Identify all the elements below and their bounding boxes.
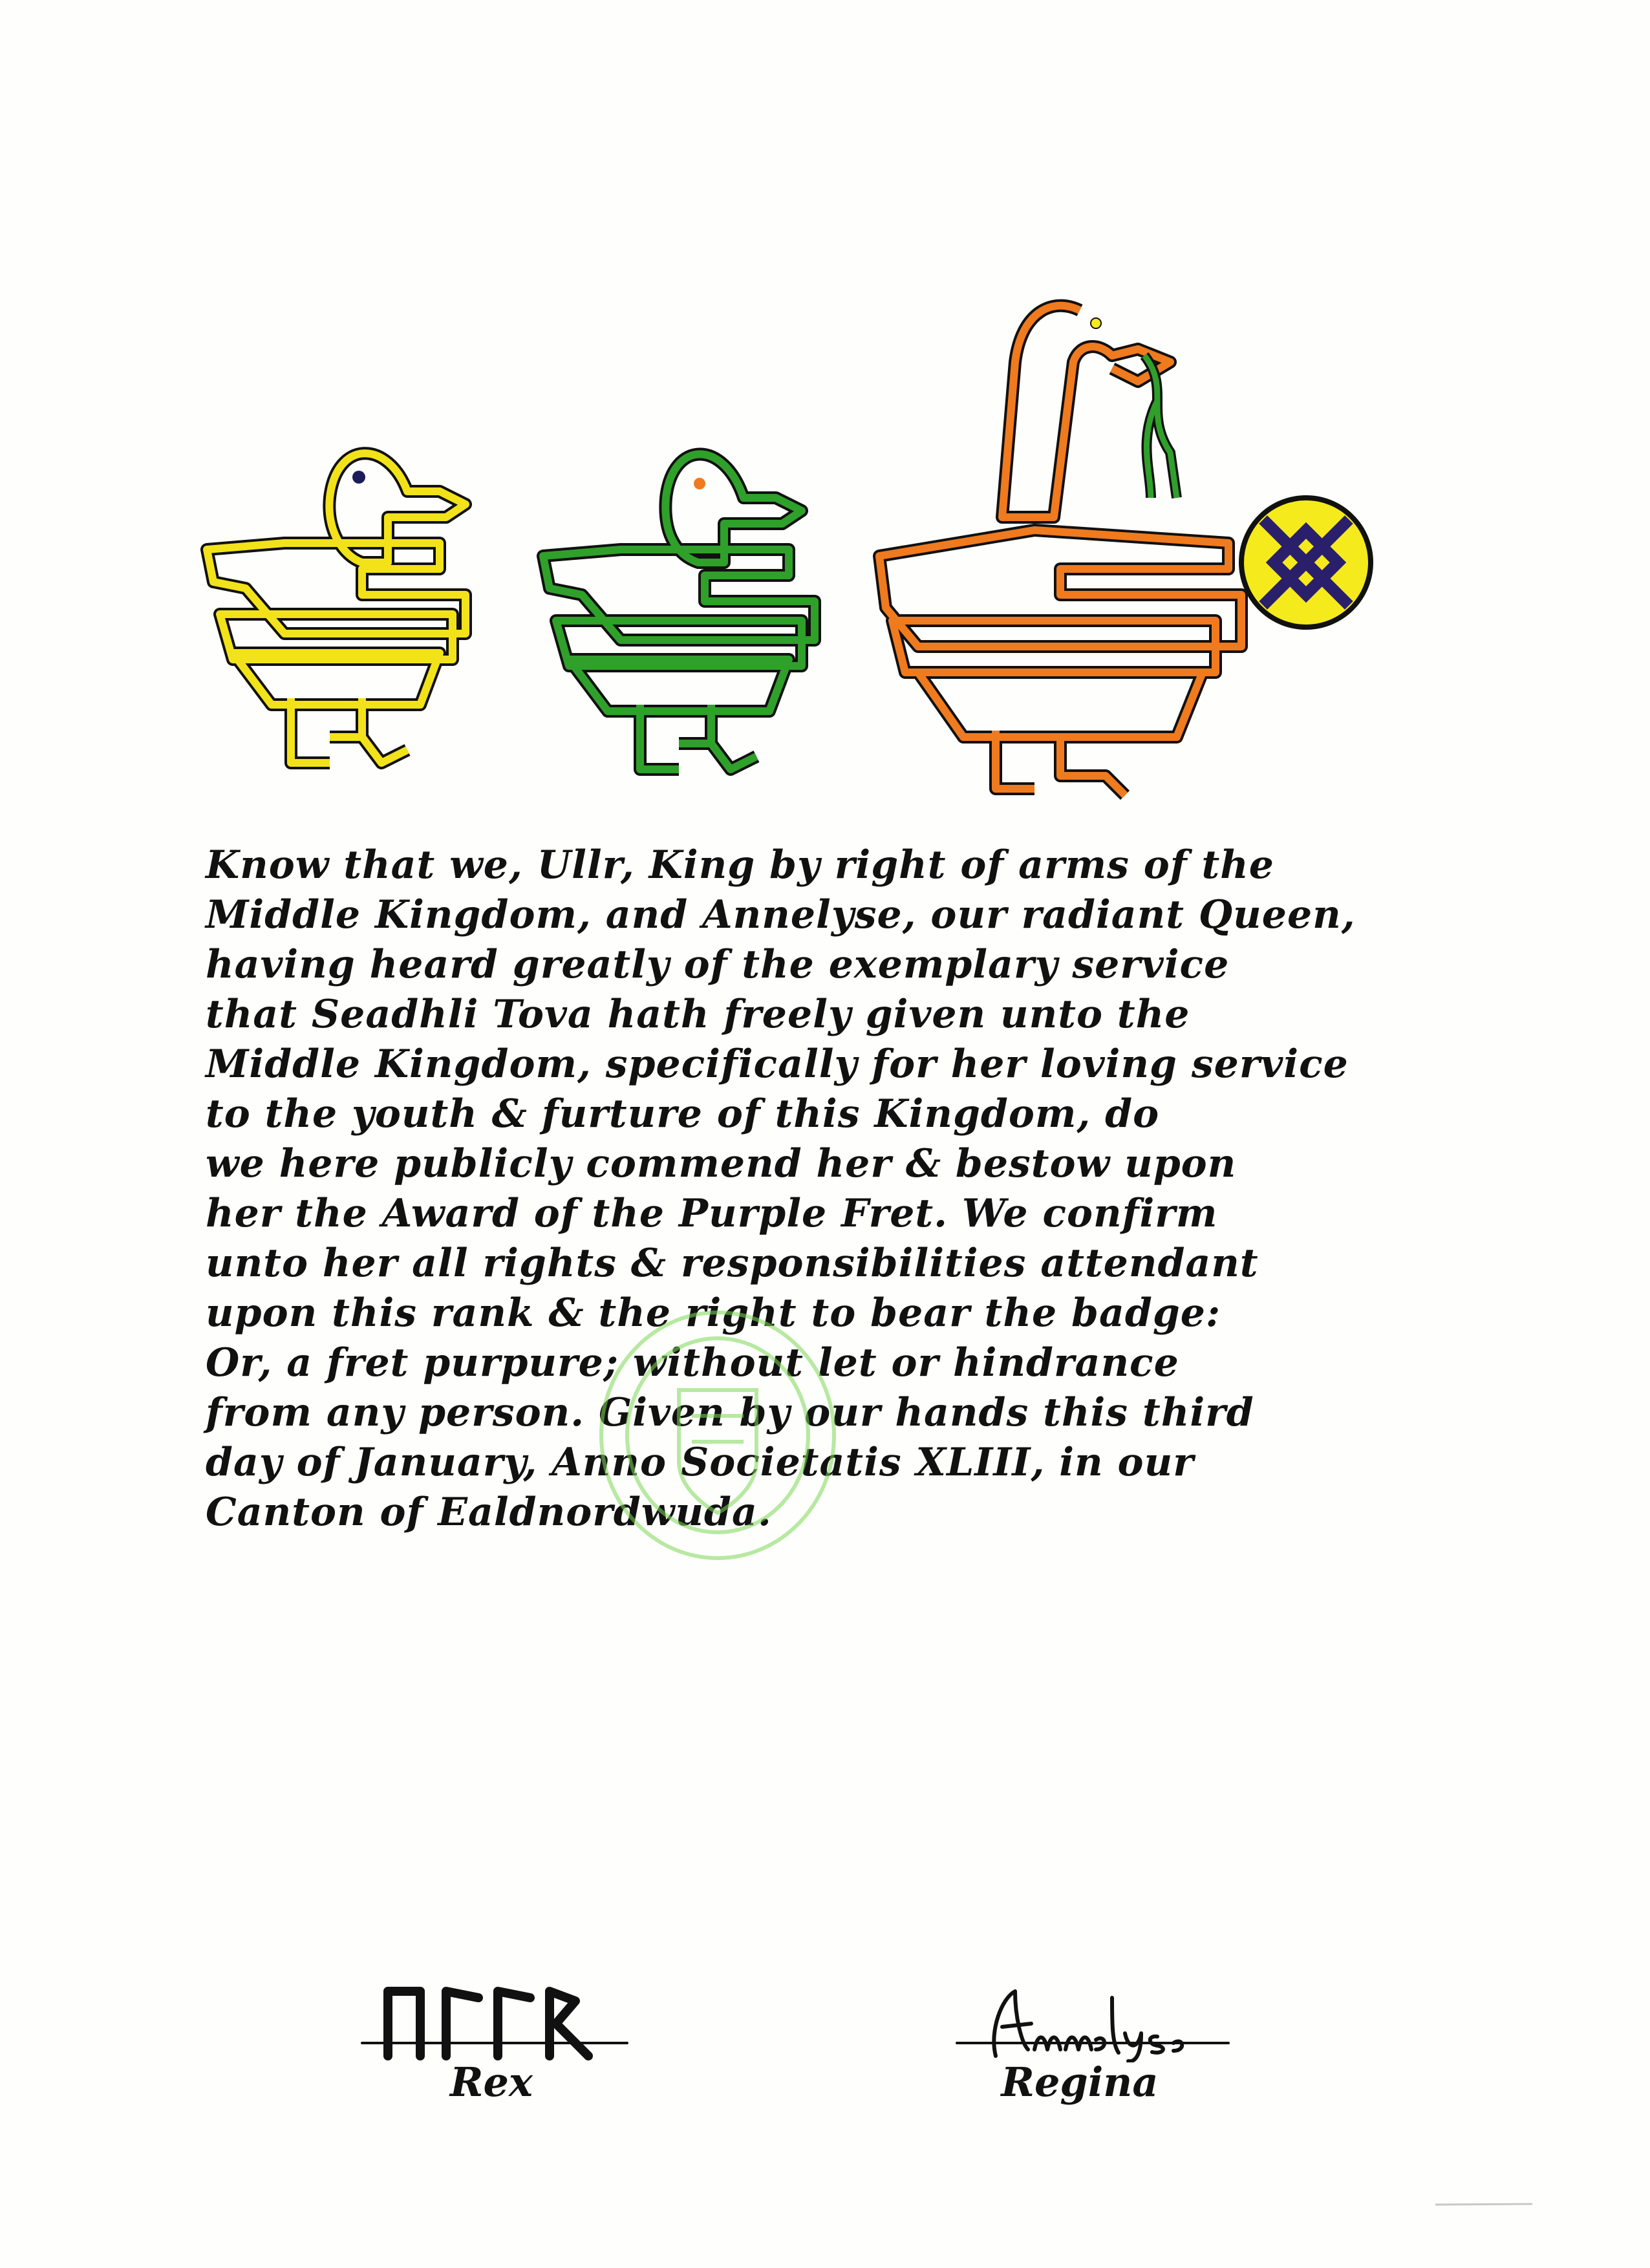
text-line: Know that we, Ullr, King by right of arms of the: [206, 842, 1274, 888]
text-line: having heard greatly of the exemplary service: [206, 942, 1230, 987]
text-line: her the Award of the Purple Fret. We confirm: [206, 1191, 1218, 1236]
text-line: Or, a fret purpure; without let or hindrance: [206, 1340, 1179, 1385]
rex-signature-block: [349, 1972, 634, 2106]
rex-title: Rex: [450, 2059, 533, 2106]
text-line: we here publicly commend her & bestow upon: [206, 1141, 1237, 1186]
text-line: unto her all rights & responsibilities attendant: [206, 1241, 1259, 1286]
regina-title: Regina: [1001, 2059, 1159, 2106]
purple-fret-badge: [1235, 491, 1377, 634]
pencil-mark: [1435, 2198, 1532, 2205]
knotwork-illumination: [194, 284, 1409, 828]
text-line: Middle Kingdom, specifically for her loving service: [206, 1042, 1349, 1087]
regina-handwritten-signature: [918, 1972, 1241, 2062]
rex-runic-signature: [349, 1972, 634, 2062]
yellow-duck-illustration: [194, 401, 556, 815]
text-line: to the youth & furture of this Kingdom, do: [206, 1091, 1160, 1137]
text-line: day of January, Anno Societatis XLIII, in our: [206, 1440, 1194, 1485]
text-line: Canton of Ealdnordwuda.: [206, 1490, 772, 1535]
text-line: upon this rank & the right to bear the badge:: [206, 1290, 1221, 1336]
regina-signature-block: [918, 1972, 1241, 2106]
text-line: from any person. Given by our hands this third: [206, 1390, 1254, 1435]
kingdom-seal-stamp: [595, 1306, 841, 1565]
green-duck-illustration: [530, 401, 892, 815]
text-line: that Seadhli Tova hath freely given unto the: [206, 992, 1190, 1037]
text-line: Middle Kingdom, and Annelyse, our radiant Queen,: [206, 892, 1356, 937]
